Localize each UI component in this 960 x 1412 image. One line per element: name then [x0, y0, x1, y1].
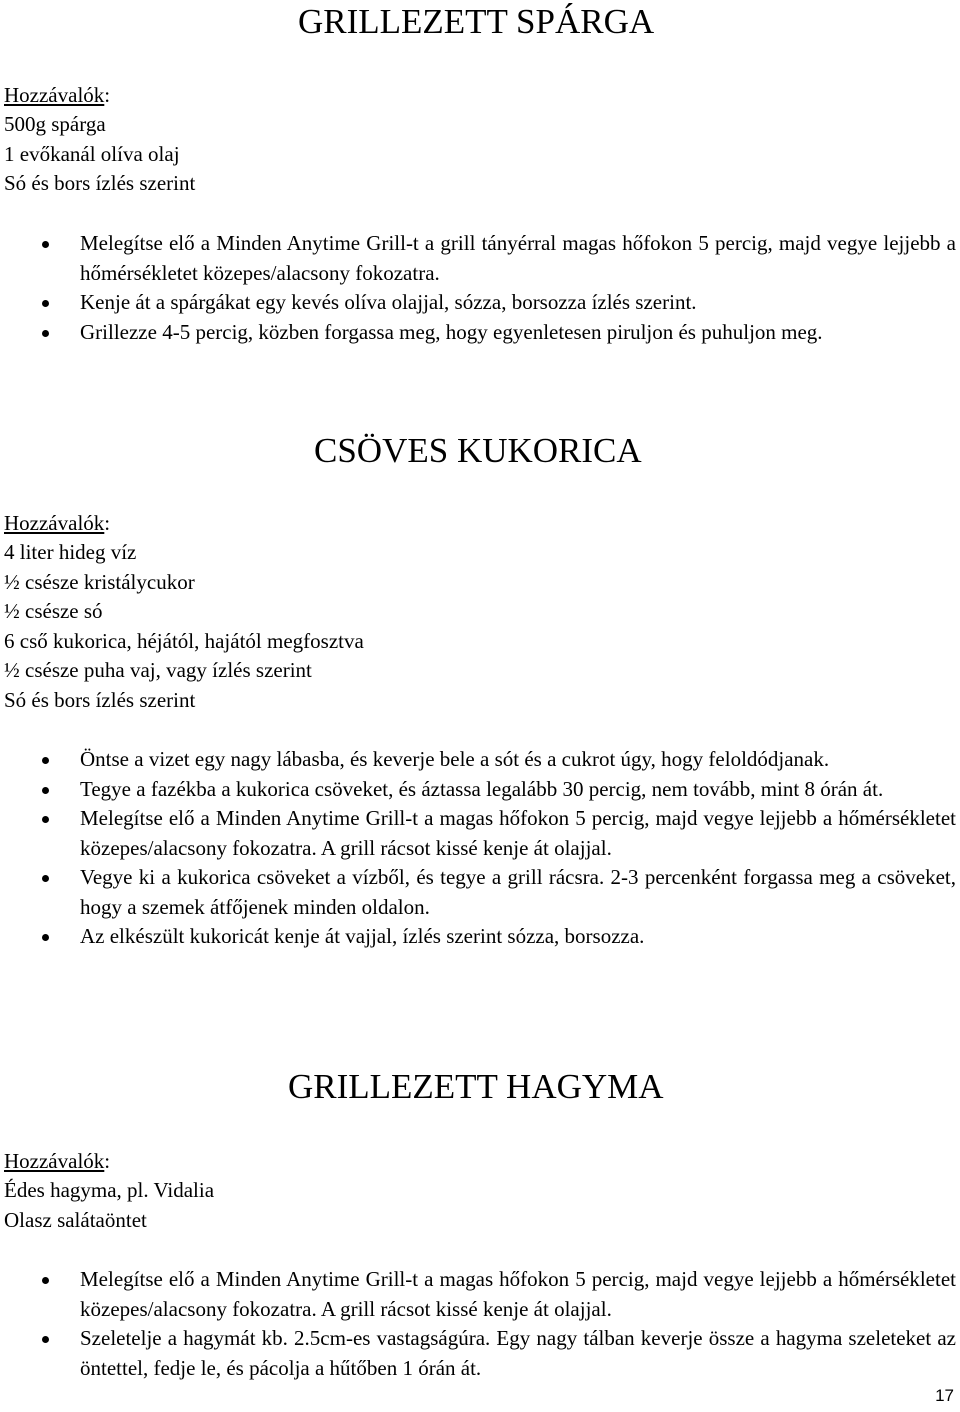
step-item	[0, 745, 960, 775]
step-item	[0, 318, 960, 348]
ingredient-item: ½ csésze só	[4, 599, 103, 623]
bullet-icon	[42, 1336, 49, 1343]
step-text: Szeletelje a hagymát kb. 2.5cm-es vastagságúra. Egy nagy tálban keverje össze a hagyma szeleteket az öntettel, fedje le, és pácolja a hűtőben 1 órán át.	[80, 1326, 956, 1380]
ingredients-heading	[4, 81, 110, 110]
bullet-icon	[42, 330, 49, 337]
step-item	[0, 804, 960, 863]
bullet-icon	[42, 1277, 49, 1284]
bullet-icon	[42, 241, 49, 248]
page-number: 17	[935, 1386, 954, 1405]
ingredient-item: 4 liter hideg víz	[4, 540, 137, 564]
bullet-icon	[42, 757, 49, 764]
ingredients-list	[4, 110, 195, 199]
ingredients-list	[4, 1176, 214, 1235]
ingredient-item: Olasz salátaöntet	[4, 1207, 147, 1232]
ingredient-item: Só és bors ízlés szerint	[4, 687, 196, 712]
ingredient-item: 6 cső kukorica, héjától, hajától megfosztva	[4, 628, 364, 653]
steps-list	[0, 745, 960, 952]
step-text: Melegítse elő a Minden Anytime Grill-t a grill tányérral magas hőfokon 5 percig, majd vegye lejjebb a hőmérsékletet közepes/alacsony fokozatra.	[80, 231, 956, 285]
ingredient-item: ½ csésze kristálycukor	[4, 569, 195, 594]
step-item	[0, 229, 960, 288]
ingredients-heading	[4, 509, 110, 538]
ingredients-list	[4, 538, 364, 715]
ingredient-item: Édes hagyma, pl. Vidalia	[4, 1178, 215, 1202]
bullet-icon	[42, 787, 49, 794]
ingredients-label: Hozzávalók	[4, 511, 105, 535]
recipe-title-grilled-onion: GRILLEZETT HAGYMA	[288, 1067, 664, 1106]
step-text: Tegye a fazékba a kukorica csöveket, és áztassa legalább 30 percig, nem tovább, mint 8 órán át.	[80, 776, 884, 801]
steps-list	[0, 229, 960, 347]
step-item	[0, 775, 960, 805]
bullet-icon	[42, 934, 49, 941]
step-text: Öntse a vizet egy nagy lábasba, és keverje bele a sót és a cukrot úgy, hogy feloldódjanak.	[80, 747, 830, 771]
steps-list	[0, 1265, 960, 1383]
step-text: Vegye ki a kukorica csöveket a vízből, és tegye a grill rácsra. 2-3 percenként forgassa meg a csöveket, hogy a szemek átfőjenek minden oldalon.	[80, 865, 956, 919]
step-text: Melegítse elő a Minden Anytime Grill-t a magas hőfokon 5 percig, majd vegye lejjebb a hőmérsékletet közepes/alacsony fokozatra. A grill rácsot kissé kenje át olajjal.	[80, 806, 956, 860]
ingredients-heading	[4, 1147, 110, 1176]
ingredient-item: Só és bors ízlés szerint	[4, 171, 196, 195]
recipe-title-grilled-asparagus: GRILLEZETT SPÁRGA	[298, 2, 655, 41]
ingredients-colon: :	[104, 511, 111, 535]
ingredients-colon: :	[104, 83, 111, 107]
ingredients-colon: :	[104, 1149, 111, 1173]
step-text: Az elkészült kukoricát kenje át vajjal, ízlés szerint sózza, borsozza.	[80, 924, 645, 948]
ingredients-label: Hozzávalók	[4, 83, 105, 107]
ingredient-item: 1 evőkanál olíva olaj	[4, 141, 180, 166]
step-item	[0, 288, 960, 318]
step-item	[0, 1324, 960, 1383]
recipe-title-corn-on-the-cob: CSÖVES KUKORICA	[314, 431, 642, 470]
step-text: Kenje át a spárgákat egy kevés olíva olajjal, sózza, borsozza ízlés szerint.	[80, 290, 697, 314]
ingredient-item: ½ csésze puha vaj, vagy ízlés szerint	[4, 658, 312, 682]
bullet-icon	[42, 875, 49, 882]
step-item	[0, 1265, 960, 1324]
ingredients-label: Hozzávalók	[4, 1149, 105, 1173]
bullet-icon	[42, 300, 49, 307]
step-text: Melegítse elő a Minden Anytime Grill-t a magas hőfokon 5 percig, majd vegye lejjebb a hőmérsékletet közepes/alacsony fokozatra. A grill rácsot kissé kenje át olajjal.	[80, 1267, 956, 1321]
step-item	[0, 922, 960, 952]
step-item	[0, 863, 960, 922]
ingredient-item: 500g spárga	[4, 112, 106, 136]
bullet-icon	[42, 816, 49, 823]
step-text: Grillezze 4-5 percig, közben forgassa meg, hogy egyenletesen piruljon és puhuljon meg.	[80, 319, 823, 344]
